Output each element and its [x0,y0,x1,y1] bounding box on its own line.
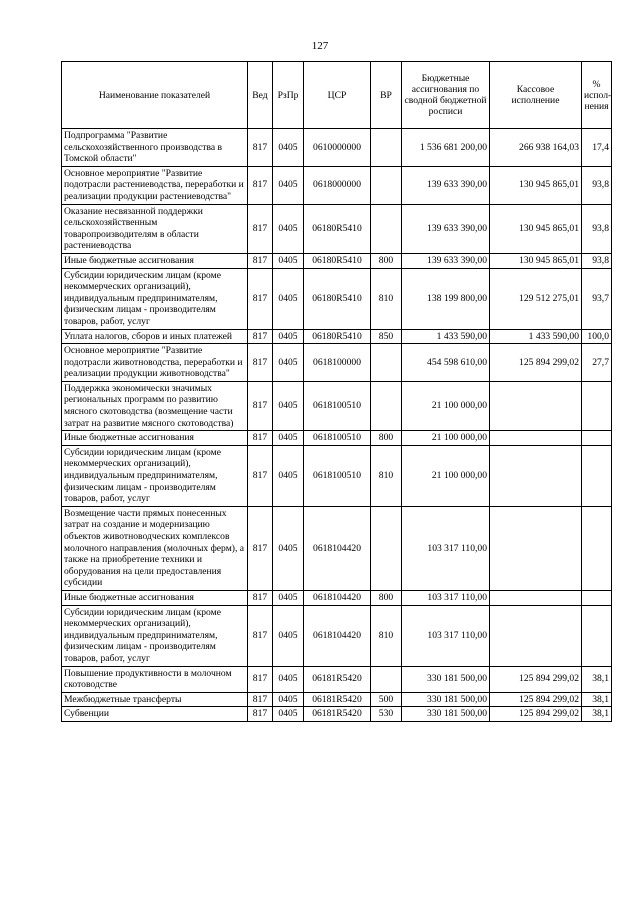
row-assignments: 21 100 000,00 [402,381,490,430]
row-assignments: 139 633 390,00 [402,204,490,253]
row-cash-execution [490,590,582,605]
row-vr: 810 [371,268,402,329]
row-csr: 0618100510 [304,381,371,430]
row-csr: 06181R5420 [304,666,371,692]
row-percent [582,431,612,446]
row-rzpr: 0405 [273,590,304,605]
row-cash-execution [490,445,582,506]
row-ved: 817 [248,605,273,666]
row-rzpr: 0405 [273,129,304,167]
row-ved: 817 [248,590,273,605]
table-row [62,445,612,506]
header-assignments: Бюджетные ассигнования по сводной бюджетной росписи [402,62,490,129]
row-percent: 17,4 [582,129,612,167]
row-name: Повышение продуктивности в молочном скотоводстве [62,666,248,692]
header-percent: % испол-нения [582,62,612,129]
row-vr [371,506,402,590]
row-csr: 0618100510 [304,431,371,446]
header-csr: ЦСР [304,62,371,129]
table-row [62,253,612,268]
table-row [62,692,612,707]
row-percent [582,381,612,430]
row-rzpr: 0405 [273,431,304,446]
row-csr: 06181R5420 [304,692,371,707]
table-row [62,344,612,382]
row-rzpr: 0405 [273,329,304,344]
row-ved: 817 [248,253,273,268]
table-row [62,166,612,204]
row-cash-execution: 125 894 299,02 [490,692,582,707]
row-ved: 817 [248,129,273,167]
row-assignments: 454 598 610,00 [402,344,490,382]
row-percent: 93,7 [582,268,612,329]
row-name: Основное мероприятие "Развитие подотрасли животноводства, переработки и реализации продукции животноводства" [62,344,248,382]
row-csr: 0610000000 [304,129,371,167]
row-cash-execution [490,605,582,666]
row-vr: 810 [371,445,402,506]
header-name: Наименование показателей [62,62,248,129]
row-csr: 06181R5420 [304,707,371,722]
row-cash-execution: 129 512 275,01 [490,268,582,329]
row-vr [371,166,402,204]
row-ved: 817 [248,707,273,722]
row-csr: 0618100510 [304,445,371,506]
row-csr: 06180R5410 [304,329,371,344]
row-ved: 817 [248,344,273,382]
row-rzpr: 0405 [273,166,304,204]
header-rzpr: РзПр [273,62,304,129]
row-rzpr: 0405 [273,707,304,722]
row-name: Иные бюджетные ассигнования [62,590,248,605]
row-percent [582,590,612,605]
row-assignments: 21 100 000,00 [402,431,490,446]
header-ved: Вед [248,62,273,129]
row-vr: 500 [371,692,402,707]
row-csr: 0618104420 [304,590,371,605]
row-name: Возмещение части прямых понесенных затрат на создание и модернизацию объектов животноводческих комплексов молочного направления (молочных ферм), а также на приобретение техники и оборудования на цели предоставления субсидии [62,506,248,590]
row-percent: 38,1 [582,666,612,692]
row-name: Оказание несвязанной поддержки сельскохозяйственным товаропроизводителям в области растениеводства [62,204,248,253]
row-name: Подпрограмма "Развитие сельскохозяйственного производства в Томской области" [62,129,248,167]
row-ved: 817 [248,329,273,344]
row-ved: 817 [248,431,273,446]
row-assignments: 103 317 110,00 [402,590,490,605]
row-ved: 817 [248,692,273,707]
table-row [62,381,612,430]
row-assignments: 103 317 110,00 [402,506,490,590]
row-vr: 530 [371,707,402,722]
table-row [62,329,612,344]
row-ved: 817 [248,166,273,204]
row-name: Основное мероприятие "Развитие подотрасли растениеводства, переработки и реализации продукции растениеводства" [62,166,248,204]
row-assignments: 138 199 800,00 [402,268,490,329]
table-row [62,605,612,666]
row-vr [371,129,402,167]
row-name: Субсидии юридическим лицам (кроме некоммерческих организаций), индивидуальным предпринимателям, физическим лицам - производителям товаров, работ, услуг [62,605,248,666]
row-csr: 06180R5410 [304,268,371,329]
row-name: Иные бюджетные ассигнования [62,253,248,268]
row-cash-execution: 130 945 865,01 [490,204,582,253]
row-csr: 06180R5410 [304,204,371,253]
row-vr [371,381,402,430]
row-cash-execution: 130 945 865,01 [490,253,582,268]
row-rzpr: 0405 [273,381,304,430]
row-percent: 93,8 [582,166,612,204]
table-header-row [62,62,612,129]
row-rzpr: 0405 [273,268,304,329]
row-rzpr: 0405 [273,204,304,253]
row-name: Поддержка экономически значимых региональных программ по развитию мясного скотоводства (возмещение части затрат на развитие мясного скотоводства) [62,381,248,430]
row-assignments: 330 181 500,00 [402,692,490,707]
row-vr [371,344,402,382]
row-ved: 817 [248,204,273,253]
row-name: Уплата налогов, сборов и иных платежей [62,329,248,344]
page-number: 127 [311,40,329,52]
row-assignments: 139 633 390,00 [402,253,490,268]
row-ved: 817 [248,268,273,329]
row-rzpr: 0405 [273,445,304,506]
row-percent: 38,1 [582,707,612,722]
row-vr: 800 [371,253,402,268]
row-assignments: 21 100 000,00 [402,445,490,506]
row-cash-execution: 1 433 590,00 [490,329,582,344]
table-row [62,204,612,253]
row-ved: 817 [248,381,273,430]
header-vr: ВР [371,62,402,129]
row-rzpr: 0405 [273,692,304,707]
row-vr: 850 [371,329,402,344]
row-assignments: 139 633 390,00 [402,166,490,204]
row-rzpr: 0405 [273,666,304,692]
row-cash-execution: 125 894 299,02 [490,666,582,692]
row-cash-execution: 125 894 299,02 [490,344,582,382]
row-percent: 93,8 [582,253,612,268]
row-rzpr: 0405 [273,506,304,590]
row-assignments: 330 181 500,00 [402,707,490,722]
row-assignments: 103 317 110,00 [402,605,490,666]
row-csr: 0618104420 [304,605,371,666]
row-assignments: 330 181 500,00 [402,666,490,692]
row-cash-execution: 266 938 164,03 [490,129,582,167]
row-rzpr: 0405 [273,253,304,268]
row-name: Межбюджетные трансферты [62,692,248,707]
table-row [62,707,612,722]
row-cash-execution [490,506,582,590]
row-vr [371,666,402,692]
table-row [62,666,612,692]
table-row [62,590,612,605]
budget-table [61,61,612,722]
row-vr [371,204,402,253]
row-assignments: 1 536 681 200,00 [402,129,490,167]
row-name: Иные бюджетные ассигнования [62,431,248,446]
row-name: Субсидии юридическим лицам (кроме некоммерческих организаций), индивидуальным предпринимателям, физическим лицам - производителям товаров, работ, услуг [62,445,248,506]
table-row [62,268,612,329]
row-vr: 800 [371,590,402,605]
table-row [62,431,612,446]
row-rzpr: 0405 [273,605,304,666]
row-name: Субсидии юридическим лицам (кроме некоммерческих организаций), индивидуальным предпринимателям, физическим лицам - производителям товаров, работ, услуг [62,268,248,329]
row-percent: 38,1 [582,692,612,707]
header-cash-execution: Кассовое исполнение [490,62,582,129]
row-csr: 0618000000 [304,166,371,204]
row-percent: 100,0 [582,329,612,344]
row-csr: 0618100000 [304,344,371,382]
row-ved: 817 [248,666,273,692]
row-percent [582,605,612,666]
row-cash-execution: 130 945 865,01 [490,166,582,204]
row-percent [582,445,612,506]
row-vr: 810 [371,605,402,666]
table-row [62,506,612,590]
row-cash-execution [490,381,582,430]
row-vr: 800 [371,431,402,446]
row-percent [582,506,612,590]
row-rzpr: 0405 [273,344,304,382]
row-cash-execution: 125 894 299,02 [490,707,582,722]
row-percent: 93,8 [582,204,612,253]
table-row [62,129,612,167]
row-csr: 0618104420 [304,506,371,590]
row-name: Субвенции [62,707,248,722]
row-csr: 06180R5410 [304,253,371,268]
row-percent: 27,7 [582,344,612,382]
row-ved: 817 [248,506,273,590]
row-cash-execution [490,431,582,446]
row-ved: 817 [248,445,273,506]
row-assignments: 1 433 590,00 [402,329,490,344]
